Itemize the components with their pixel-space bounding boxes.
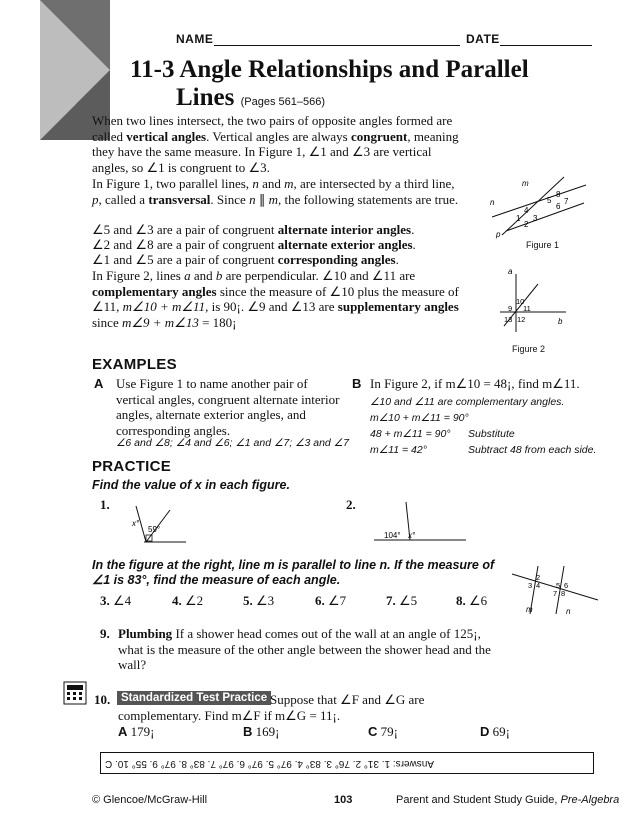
problem-10-text: Suppose that ∠F and ∠G are complementary. Find m∠F if m∠G = 11¡. bbox=[118, 692, 425, 723]
fig3-angle-8: 8 bbox=[561, 589, 566, 598]
choice-c: C 79¡ bbox=[368, 724, 398, 739]
problem-1-number: 1. bbox=[100, 497, 110, 512]
statement-alt-exterior: ∠2 and ∠8 are a pair of congruent alternate exterior angles. bbox=[92, 237, 416, 252]
standardized-test-badge: Standardized Test Practice bbox=[117, 691, 271, 705]
practice-heading: PRACTICE bbox=[92, 458, 172, 475]
problem-3-8-figure bbox=[508, 564, 600, 620]
fig2-angle-9: 9 bbox=[508, 304, 513, 313]
intro-paragraph-2: In Figure 1, two parallel lines, n and m, are intersected by a third line, p, called a transversal. Since n ∥ m, the following statements are true. bbox=[92, 176, 459, 207]
name-label: NAME bbox=[176, 32, 214, 46]
fig1-label-m: m bbox=[522, 179, 529, 188]
fig1-angle-1: 1 bbox=[516, 214, 521, 223]
example-b-text: In Figure 2, if m∠10 = 48¡, find m∠11. bbox=[370, 376, 580, 391]
title-line1: Angle Relationships and Parallel bbox=[179, 56, 529, 83]
example-b-line4: m∠11 = 42° bbox=[370, 444, 427, 456]
statement-alt-interior: ∠5 and ∠3 are a pair of congruent alternate interior angles. bbox=[92, 222, 415, 237]
problem-9-topic: Plumbing bbox=[118, 626, 173, 641]
examples-heading: EXAMPLES bbox=[92, 356, 177, 373]
example-b-line4-note: Subtract 48 from each side. bbox=[468, 444, 597, 456]
statement-corresponding: ∠1 and ∠5 are a pair of congruent corresponding angles. bbox=[92, 252, 399, 267]
page-title bbox=[130, 56, 529, 116]
fig3-label-m: m bbox=[526, 605, 533, 614]
problem-1-x: x° bbox=[132, 519, 140, 528]
fig3-angle-5: 5 bbox=[556, 581, 561, 590]
footer-book-title: Parent and Student Study Guide, Pre-Algebra bbox=[396, 794, 620, 806]
example-a-text: Use Figure 1 to name another pair of vertical angles, congruent alternate interior angles, alternate exterior angles, and corresponding angles. bbox=[116, 376, 340, 438]
figure-2-caption: Figure 2 bbox=[512, 344, 546, 354]
problem-7: 7. ∠5 bbox=[386, 593, 418, 608]
example-b-letter: B bbox=[352, 376, 362, 391]
problem-9-number: 9. bbox=[100, 626, 110, 641]
problem-1-angle: 59° bbox=[148, 525, 161, 534]
example-a-answer: ∠6 and ∠8; ∠4 and ∠6; ∠1 and ∠7; ∠3 and ∠7 bbox=[116, 437, 349, 449]
answer-key-text: Answers: 1. 31° 2. 76° 3. 83° 4. 97° 5. 97° 6. 97° 7. 83° 8. 97° 9. 55° 10. C bbox=[105, 758, 434, 769]
fig1-angle-8: 8 bbox=[556, 190, 561, 199]
lesson-number: 11-3 bbox=[130, 56, 175, 83]
fig2-label-a: a bbox=[508, 267, 513, 276]
problem-8: 8. ∠6 bbox=[456, 593, 488, 608]
fig3-angle-2: 2 bbox=[536, 573, 541, 582]
example-b-line3: 48 + m∠11 = 90° bbox=[370, 428, 451, 440]
fig3-angle-7: 7 bbox=[553, 589, 558, 598]
example-a-letter: A bbox=[94, 376, 104, 391]
problem-2-angle: 104° bbox=[384, 531, 401, 540]
fig1-angle-5: 5 bbox=[547, 196, 552, 205]
parallel-lines-instruction: In the figure at the right, line m is parallel to line n. If the measure of ∠1 is 83°, find the measure of each angle. bbox=[92, 558, 495, 587]
name-line bbox=[214, 45, 460, 46]
fig1-angle-7: 7 bbox=[564, 197, 569, 206]
fig2-angle-10: 10 bbox=[516, 297, 525, 306]
footer-page-number: 103 bbox=[334, 794, 353, 806]
problem-4: 4. ∠2 bbox=[172, 593, 204, 608]
fig3-angle-3: 3 bbox=[528, 581, 533, 590]
date-label: DATE bbox=[466, 32, 500, 46]
fig2-angle-11: 11 bbox=[523, 304, 531, 313]
fig2-label-b: b bbox=[558, 317, 563, 326]
date-line bbox=[500, 45, 592, 46]
problem-1-figure bbox=[114, 500, 194, 550]
fig1-angle-4: 4 bbox=[524, 206, 529, 215]
fig3-angle-6: 6 bbox=[564, 581, 569, 590]
problem-5: 5. ∠3 bbox=[243, 593, 275, 608]
practice-instruction: Find the value of x in each figure. bbox=[92, 478, 290, 492]
fig1-angle-2: 2 bbox=[524, 220, 529, 229]
fig1-label-n: n bbox=[490, 198, 495, 207]
example-b-line1: ∠10 and ∠11 are complementary angles. bbox=[370, 396, 565, 408]
fig1-angle-3: 3 bbox=[533, 214, 538, 223]
fig1-angle-6: 6 bbox=[556, 202, 561, 211]
problem-2-number: 2. bbox=[346, 497, 356, 512]
choice-a: A 179¡ bbox=[118, 724, 155, 739]
fig1-label-p: p bbox=[496, 230, 501, 239]
problem-9-text: Plumbing If a shower head comes out of the wall at an angle of 125¡, what is the measure of the other angle between the shower head and the wall? bbox=[118, 626, 491, 673]
title-line2: Lines bbox=[176, 84, 235, 111]
choice-d: D 69¡ bbox=[480, 724, 510, 739]
problem-2-x: x° bbox=[408, 531, 416, 540]
problem-3: 3. ∠4 bbox=[100, 593, 132, 608]
page-reference: (Pages 561–566) bbox=[240, 96, 326, 108]
fig3-angle-4: 4 bbox=[536, 581, 541, 590]
fig2-angle-12: 12 bbox=[517, 315, 526, 324]
problem-10-number: 10. bbox=[94, 692, 111, 707]
fig2-angle-13: 13 bbox=[504, 315, 513, 324]
fig3-label-n: n bbox=[566, 607, 571, 616]
problem-2-figure bbox=[370, 500, 470, 545]
calculator-icon bbox=[62, 680, 88, 706]
choice-b: B 169¡ bbox=[243, 724, 280, 739]
figure-1-caption: Figure 1 bbox=[526, 240, 560, 250]
footer-copyright: © Glencoe/McGraw-Hill bbox=[92, 794, 208, 806]
example-b-line3-note: Substitute bbox=[468, 428, 515, 440]
example-b-line2: m∠10 + m∠11 = 90° bbox=[370, 412, 469, 424]
problem-6: 6. ∠7 bbox=[315, 593, 347, 608]
figure-2-diagram bbox=[496, 266, 576, 336]
intro-paragraph-3: In Figure 2, lines a and b are perpendicular. ∠10 and ∠11 are complementary angles since the measure of ∠10 plus the measure of ∠11, m∠10 + m∠11, is 90¡. ∠9 and ∠13 are supplementary angles since m∠9 + m∠13 = 180¡ bbox=[92, 268, 459, 330]
intro-paragraph-1: When two lines intersect, the two pairs of opposite angles formed are called vertical angles. Vertical angles are always congruent, meaning they have the same measure. In Figure 1, ∠1 and ∠3 are vertical angles, so ∠1 is congruent to ∠3. bbox=[92, 113, 459, 175]
answer-key-box bbox=[100, 752, 594, 774]
